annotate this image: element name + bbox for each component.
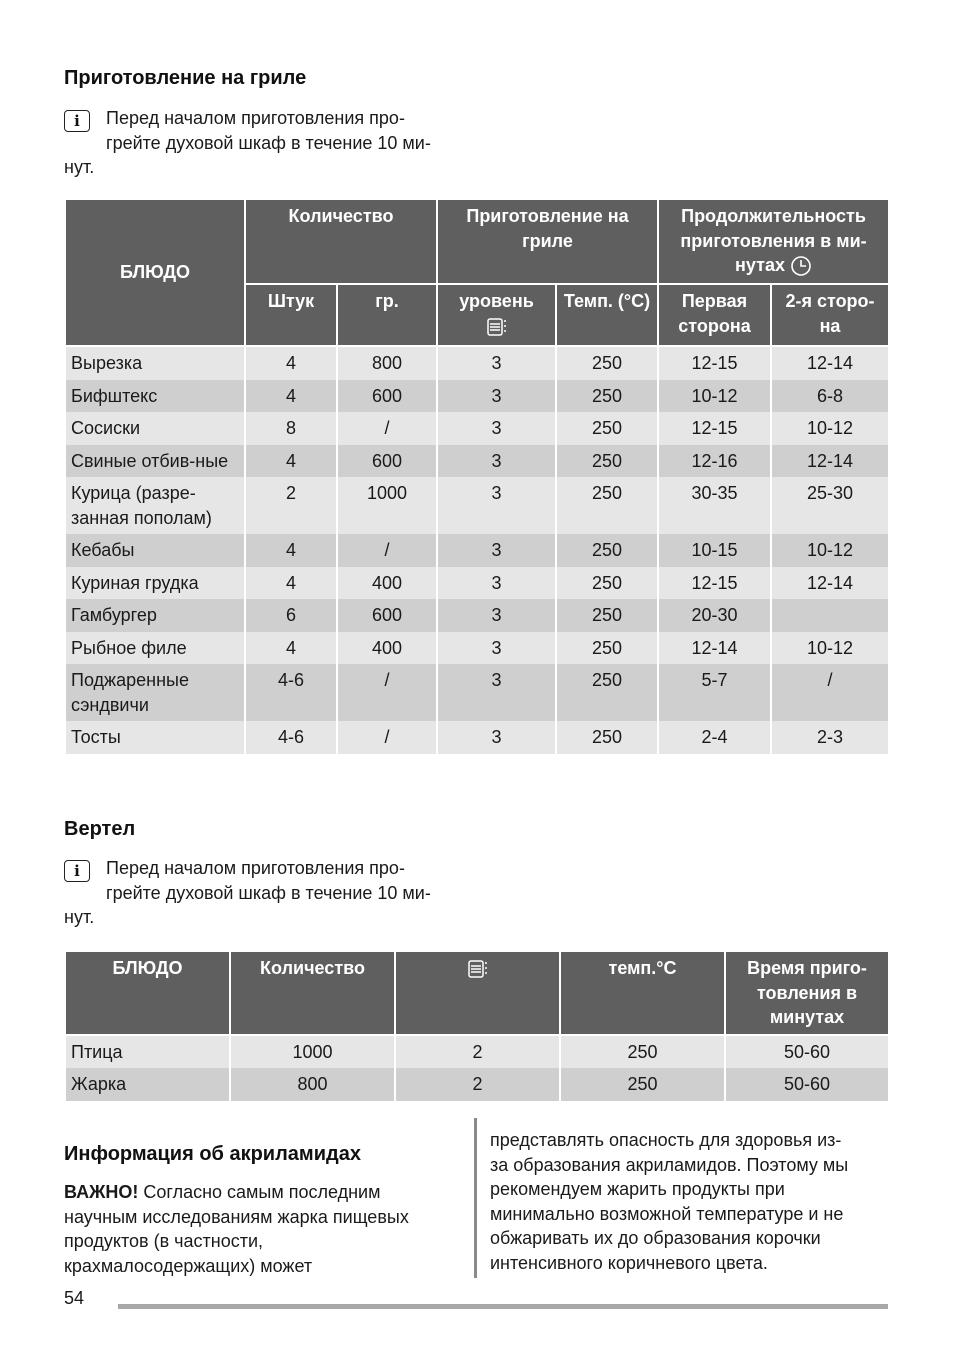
note-line-1: Перед началом приготовления про- xyxy=(106,858,405,878)
header-quantity: Количество xyxy=(230,951,395,1035)
note-line-1: Перед началом приготовления про- xyxy=(106,108,405,128)
cell-dish: Птица xyxy=(65,1035,230,1069)
cell-pieces: 8 xyxy=(245,412,337,445)
cell-temp: 250 xyxy=(556,599,658,632)
table-row xyxy=(65,380,889,413)
grill-preheat-note xyxy=(64,106,484,180)
table-row xyxy=(65,534,889,567)
header-level-label: уровень xyxy=(459,291,534,311)
cell-grams: / xyxy=(337,664,437,721)
acrylamide-line: рекомендуем жарить продукты при xyxy=(490,1179,785,1199)
cell-temp: 250 xyxy=(556,380,658,413)
header-grilling: Приготовление на гриле xyxy=(437,199,658,284)
table-row xyxy=(65,567,889,600)
cell-dish: Тосты xyxy=(65,721,245,754)
cell-temp: 250 xyxy=(556,477,658,534)
cell-first: 12-15 xyxy=(658,567,771,600)
acrylamide-line: крахмалосодержащих) может xyxy=(64,1255,313,1276)
cell-level: 3 xyxy=(437,599,556,632)
cell-dish: Вырезка xyxy=(65,346,245,380)
cell-temp: 250 xyxy=(560,1035,725,1069)
cell-quantity: 1000 xyxy=(230,1035,395,1069)
cell-grams: 1000 xyxy=(337,477,437,534)
shelf-level-icon xyxy=(467,959,489,979)
cell-second: 10-12 xyxy=(771,534,889,567)
cell-level: 3 xyxy=(437,380,556,413)
acrylamide-right-column xyxy=(490,1128,890,1275)
cell-temp: 250 xyxy=(556,346,658,380)
cell-second: 12-14 xyxy=(771,445,889,478)
header-second-side: 2-я сторо-на xyxy=(771,284,889,346)
important-label: ВАЖНО! xyxy=(64,1182,139,1202)
cell-first: 5-7 xyxy=(658,664,771,721)
header-level xyxy=(395,951,560,1035)
page-number: 54 xyxy=(64,1288,85,1308)
cell-temp: 250 xyxy=(556,412,658,445)
cell-pieces: 4 xyxy=(245,445,337,478)
cell-dish: Курица (разре-занная пополам) xyxy=(65,477,245,534)
cell-second xyxy=(771,599,889,632)
cell-temp: 250 xyxy=(556,534,658,567)
acrylamide-section-title: Информация об акриламидах xyxy=(64,1143,361,1165)
cell-first: 10-15 xyxy=(658,534,771,567)
cell-second: 25-30 xyxy=(771,477,889,534)
cell-pieces: 6 xyxy=(245,599,337,632)
cell-first: 2-4 xyxy=(658,721,771,754)
table-row xyxy=(65,445,889,478)
acrylamide-line xyxy=(64,1180,459,1205)
cell-level: 3 xyxy=(437,534,556,567)
cell-second: 6-8 xyxy=(771,380,889,413)
cell-pieces: 4-6 xyxy=(245,664,337,721)
spit-preheat-note xyxy=(64,856,484,930)
table-row xyxy=(65,599,889,632)
cell-level: 3 xyxy=(437,412,556,445)
header-temp: Темп. (°С) xyxy=(556,284,658,346)
cell-dish: Рыбное филе xyxy=(65,632,245,665)
header-duration xyxy=(658,199,889,284)
cell-second: 2-3 xyxy=(771,721,889,754)
cell-grams: 600 xyxy=(337,445,437,478)
cell-dish: Сосиски xyxy=(65,412,245,445)
cell-first: 12-14 xyxy=(658,632,771,665)
cell-second: 10-12 xyxy=(771,412,889,445)
cell-first: 12-16 xyxy=(658,445,771,478)
cell-pieces: 4 xyxy=(245,632,337,665)
cell-dish: Бифштекс xyxy=(65,380,245,413)
table-row xyxy=(65,632,889,665)
cell-second: 12-14 xyxy=(771,567,889,600)
header-time: Время приго-товления в минутах xyxy=(725,951,889,1035)
cell-pieces: 4 xyxy=(245,346,337,380)
cell-temp: 250 xyxy=(556,632,658,665)
header-level xyxy=(437,284,556,346)
acrylamide-text: Согласно самым последним xyxy=(143,1182,381,1202)
cell-temp: 250 xyxy=(556,567,658,600)
acrylamide-line: интенсивного коричневого цвета. xyxy=(490,1252,768,1273)
cell-first: 10-12 xyxy=(658,380,771,413)
table-row xyxy=(65,477,889,534)
cell-grams: / xyxy=(337,721,437,754)
footer-rule xyxy=(118,1304,888,1309)
cell-second: 10-12 xyxy=(771,632,889,665)
cell-first: 12-15 xyxy=(658,346,771,380)
info-icon: i xyxy=(64,110,90,132)
table-row xyxy=(65,1035,889,1069)
cell-pieces: 4 xyxy=(245,380,337,413)
cell-temp: 250 xyxy=(556,445,658,478)
cell-grams: 600 xyxy=(337,599,437,632)
grill-section-title: Приготовление на гриле xyxy=(64,67,307,89)
header-duration-label: Продолжительность приготовления в ми-нутах xyxy=(680,206,867,275)
table-row xyxy=(65,346,889,380)
header-dish: БЛЮДО xyxy=(65,951,230,1035)
acrylamide-line: научным исследованиям жарка пищевых xyxy=(64,1206,409,1227)
table-row xyxy=(65,1068,889,1101)
column-divider xyxy=(474,1118,477,1278)
clock-icon xyxy=(790,255,812,277)
cell-pieces: 4 xyxy=(245,567,337,600)
header-temp: темп.°С xyxy=(560,951,725,1035)
cell-time: 50-60 xyxy=(725,1035,889,1069)
acrylamide-left-column xyxy=(64,1180,459,1278)
cell-level: 3 xyxy=(437,721,556,754)
table-row xyxy=(65,721,889,754)
header-pieces: Штук xyxy=(245,284,337,346)
note-line-3: нут. xyxy=(64,907,95,927)
cell-second: 12-14 xyxy=(771,346,889,380)
acrylamide-line: продуктов (в частности, xyxy=(64,1231,264,1251)
acrylamide-line: минимально возможной температуре и не xyxy=(490,1203,844,1224)
note-line-2: грейте духовой шкаф в течение 10 ми- xyxy=(106,132,431,153)
cell-quantity: 800 xyxy=(230,1068,395,1101)
table-row xyxy=(65,664,889,721)
note-line-2: грейте духовой шкаф в течение 10 ми- xyxy=(106,882,431,903)
cell-grams: 600 xyxy=(337,380,437,413)
cell-level: 3 xyxy=(437,567,556,600)
cell-grams: / xyxy=(337,534,437,567)
cell-pieces: 2 xyxy=(245,477,337,534)
cell-grams: / xyxy=(337,412,437,445)
cell-temp: 250 xyxy=(556,664,658,721)
cell-first: 20-30 xyxy=(658,599,771,632)
header-first-side: Первая сторона xyxy=(658,284,771,346)
cell-level: 3 xyxy=(437,477,556,534)
cell-level: 3 xyxy=(437,445,556,478)
cell-level: 2 xyxy=(395,1068,560,1101)
cell-pieces: 4-6 xyxy=(245,721,337,754)
cell-dish: Куриная грудка xyxy=(65,567,245,600)
note-line-3: нут. xyxy=(64,157,95,177)
header-grams: гр. xyxy=(337,284,437,346)
cell-level: 3 xyxy=(437,664,556,721)
cell-second: / xyxy=(771,664,889,721)
header-dish: БЛЮДО xyxy=(65,199,245,346)
table-row xyxy=(65,412,889,445)
cell-dish: Поджаренные сэндвичи xyxy=(65,664,245,721)
acrylamide-line: обжаривать их до образования корочки xyxy=(490,1228,821,1248)
cell-grams: 400 xyxy=(337,632,437,665)
header-quantity: Количество xyxy=(245,199,437,284)
cell-temp: 250 xyxy=(556,721,658,754)
cell-grams: 400 xyxy=(337,567,437,600)
cell-dish: Свиные отбив-ные xyxy=(65,445,245,478)
shelf-level-icon xyxy=(486,317,508,337)
cell-grams: 800 xyxy=(337,346,437,380)
cell-level: 2 xyxy=(395,1035,560,1069)
cell-temp: 250 xyxy=(560,1068,725,1101)
spit-table xyxy=(64,950,890,1101)
cell-first: 30-35 xyxy=(658,477,771,534)
cell-time: 50-60 xyxy=(725,1068,889,1101)
cell-pieces: 4 xyxy=(245,534,337,567)
cell-first: 12-15 xyxy=(658,412,771,445)
cell-level: 3 xyxy=(437,632,556,665)
acrylamide-line: представлять опасность для здоровья из- xyxy=(490,1130,842,1150)
cell-dish: Гамбургер xyxy=(65,599,245,632)
info-icon: i xyxy=(64,860,90,882)
grill-table xyxy=(64,198,890,754)
cell-level: 3 xyxy=(437,346,556,380)
cell-dish: Жарка xyxy=(65,1068,230,1101)
acrylamide-line: за образования акриламидов. Поэтому мы xyxy=(490,1154,849,1175)
cell-dish: Кебабы xyxy=(65,534,245,567)
spit-section-title: Вертел xyxy=(64,818,136,840)
